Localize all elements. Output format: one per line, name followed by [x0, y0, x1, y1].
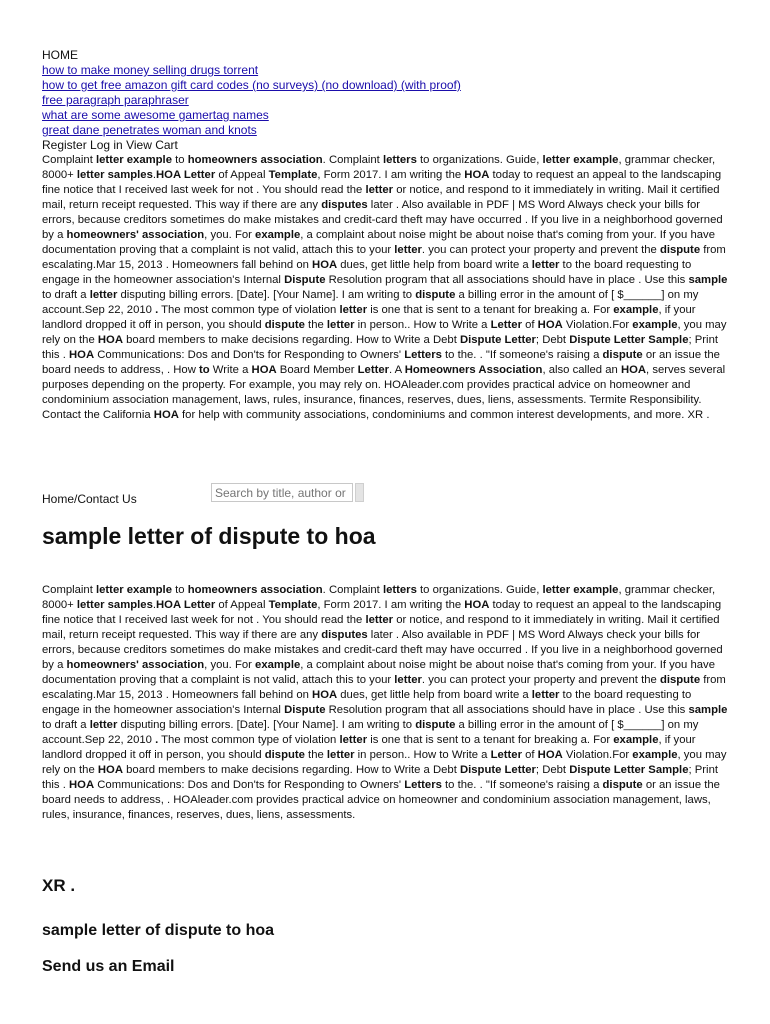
keyword-text: example	[632, 319, 678, 331]
keyword-text: HOA	[537, 319, 563, 331]
body-text: to organizations. Guide,	[416, 154, 543, 166]
body-text: dues, get little help from board write a	[337, 689, 532, 701]
body-text: , grammar checker, 8000+	[42, 584, 716, 611]
subtitle-heading: sample letter of dispute to hoa	[42, 922, 275, 939]
body-text: the	[304, 749, 327, 761]
body-text: the	[304, 319, 327, 331]
keyword-text: example	[613, 734, 659, 746]
keyword-text: letter example	[542, 584, 619, 596]
keyword-text: disputes	[321, 199, 368, 211]
keyword-text: letter	[326, 319, 355, 331]
body-text: , also called an	[542, 364, 621, 376]
body-text: Communications: Dos and Don'ts for Responding to Owners'	[94, 779, 405, 791]
body-text: , Form 2017. I am writing the	[317, 599, 465, 611]
keyword-text: letter	[365, 614, 394, 626]
body-text: , a complaint about noise might be about noise that's coming from your. If you have documentation proving that a complaint is not valid, attach this to your	[42, 659, 715, 686]
keyword-text: HOA	[69, 349, 95, 361]
keyword-text: example	[632, 749, 678, 761]
keyword-text: .	[155, 734, 159, 746]
body-text: of Appeal	[215, 599, 269, 611]
body-text: Write a	[209, 364, 252, 376]
body-text: Resolution program that all associations should have in place . Use this	[325, 274, 689, 286]
body-text: . Complaint	[322, 584, 383, 596]
search-input[interactable]	[211, 483, 353, 502]
keyword-text: letter	[531, 689, 560, 701]
keyword-text: dispute	[264, 749, 305, 761]
body-text: to organizations. Guide,	[416, 584, 543, 596]
body-text: in person.. How to Write a	[354, 319, 491, 331]
body-text: to the. . "If someone's raising a	[441, 779, 603, 791]
body-text: to the board requesting to engage in the homeowner association's Internal	[42, 689, 692, 716]
keyword-text: HOA	[97, 334, 123, 346]
body-text: is one that is sent to a tenant for breaking a. For	[367, 734, 614, 746]
keyword-text: dispute	[659, 244, 701, 256]
body-text: board members to make decisions regarding. How to Write a Debt	[123, 764, 460, 776]
body-text: . A	[389, 364, 405, 376]
body-text: or notice, and respond to it immediately in writing. Mail it certified mail, return receipt requested. This way if there are any	[42, 614, 720, 641]
body-text: to	[171, 584, 188, 596]
keyword-text: homeowners' association	[66, 659, 205, 671]
send-email-heading[interactable]: Send us an Email	[42, 958, 175, 975]
body-text: a billing error in the amount of [ $______] on my account.Sep 22, 2010	[42, 289, 699, 316]
keyword-text: letter samples	[76, 169, 153, 181]
keyword-text: letter	[339, 304, 368, 316]
keyword-text: letter samples	[76, 599, 153, 611]
keyword-text: HOA	[537, 749, 563, 761]
body-text: today to request an appeal to the landscaping fine notice that I received last week for not . You should read the	[42, 169, 722, 196]
body-text: a billing error in the amount of [ $______] on my account.Sep 22, 2010	[42, 719, 699, 746]
body-text: Violation.For	[562, 749, 633, 761]
body-text: of	[521, 749, 538, 761]
body-text: ; Print this .	[42, 334, 718, 361]
body-text: to	[171, 154, 188, 166]
body-text: , if your landlord dropped it off in person, you should	[42, 304, 696, 331]
body-text: today to request an appeal to the landscaping fine notice that I received last week for not . You should read the	[42, 599, 722, 626]
body-text: Complaint	[42, 154, 96, 166]
home-label: HOME	[42, 48, 78, 62]
keyword-text: HOA	[251, 364, 277, 376]
related-link[interactable]: free paragraph paraphraser	[42, 93, 189, 107]
body-text: The most common type of violation	[158, 304, 340, 316]
body-text: Complaint	[42, 584, 96, 596]
body-text: , if your landlord dropped it off in person, you should	[42, 734, 696, 761]
keyword-text: HOA	[312, 259, 338, 271]
body-text: disputing billing errors. [Date]. [Your Name]. I am writing to	[117, 719, 416, 731]
keyword-text: Homeowners Association	[404, 364, 543, 376]
body-text: The most common type of violation	[158, 734, 340, 746]
body-text: from escalating.Mar 15, 2013 . Homeowners fall behind on	[42, 244, 726, 271]
body-text: , Form 2017. I am writing the	[317, 169, 465, 181]
keyword-text: sample	[688, 704, 728, 716]
xr-heading: XR .	[42, 876, 76, 895]
keyword-text: HOA	[69, 779, 95, 791]
page-title: sample letter of dispute to hoa	[42, 523, 376, 549]
body-text: , you may rely on the	[42, 319, 727, 346]
keyword-text: HOA	[312, 689, 338, 701]
keyword-text: to	[199, 364, 210, 376]
keyword-text: letter example	[96, 154, 172, 166]
keyword-text: Dispute Letter	[459, 764, 536, 776]
related-link[interactable]: what are some awesome gamertag names	[42, 108, 269, 122]
keyword-text: HOA	[620, 364, 647, 376]
related-links	[42, 63, 732, 138]
body-text: , you. For	[204, 229, 256, 241]
body-text: to draft a	[42, 719, 90, 731]
body-text: is one that is sent to a tenant for breaking a. For	[367, 304, 614, 316]
keyword-text: dispute	[602, 779, 643, 791]
contact-search-row	[42, 483, 732, 507]
body-text: , grammar checker, 8000+	[42, 154, 716, 181]
body-text: ; Debt	[535, 764, 570, 776]
keyword-text: letter	[326, 749, 355, 761]
body-text: . Complaint	[322, 154, 383, 166]
keyword-text: dispute	[659, 674, 701, 686]
keyword-text: Letters	[404, 779, 442, 791]
keyword-text: Template	[268, 599, 318, 611]
body-text: board members to make decisions regarding. How to Write a Debt	[123, 334, 460, 346]
body-text: later . Also available in PDF | MS Word Always check your bills for errors, because creditors sometimes do make mistakes and credit-card theft may have occurred . If you live in a neighborhood governed by a	[42, 199, 723, 241]
body-text: in person.. How to Write a	[354, 749, 491, 761]
home-contact-link[interactable]: Home/Contact Us	[42, 492, 137, 506]
keyword-text: Letter	[490, 319, 522, 331]
keyword-text: letters	[382, 154, 417, 166]
keyword-text: dispute	[415, 289, 456, 301]
body-text: , a complaint about noise might be about noise that's coming from your. If you have documentation proving that a complaint is not valid, attach this to your	[42, 229, 715, 256]
keyword-text: letter	[89, 289, 118, 301]
search-button[interactable]	[355, 483, 364, 502]
login-link[interactable]: Log in	[90, 138, 123, 152]
body-text: or notice, and respond to it immediately in writing. Mail it certified mail, return receipt requested. This way if there are any	[42, 184, 720, 211]
keyword-text: sample	[688, 274, 728, 286]
keyword-text: letter	[89, 719, 118, 731]
keyword-text: HOA	[464, 169, 490, 181]
body-text: , you. For	[204, 659, 256, 671]
body-text: from escalating.Mar 15, 2013 . Homeowners fall behind on	[42, 674, 726, 701]
body-text: ; Print this .	[42, 764, 718, 791]
keyword-text: Dispute	[284, 274, 326, 286]
view-cart-link[interactable]: View Cart	[126, 138, 178, 152]
keyword-text: Letter	[357, 364, 390, 376]
keyword-text: Dispute Letter Sample	[569, 334, 689, 346]
body-text: of Appeal	[215, 169, 269, 181]
keyword-text: dispute	[264, 319, 305, 331]
body-text: or an issue the board needs to address, . How	[42, 349, 720, 376]
user-nav	[42, 138, 732, 153]
keyword-text: HOA	[97, 764, 123, 776]
main-paragraph	[42, 583, 732, 823]
keyword-text: letter	[394, 244, 422, 256]
keyword-text: Dispute Letter	[459, 334, 536, 346]
keyword-text: example	[613, 304, 659, 316]
keyword-text: letter	[365, 184, 394, 196]
keyword-text: letters	[382, 584, 417, 596]
body-text: , you may rely on the	[42, 749, 727, 776]
keyword-text: HOA	[464, 599, 490, 611]
keyword-text: HOA Letter	[156, 169, 216, 181]
related-link[interactable]: great dane penetrates woman and knots	[42, 123, 257, 137]
body-text: Board Member	[276, 364, 358, 376]
body-text: for help with community associations, condominiums and common interest developments, and more. XR .	[178, 409, 710, 421]
body-text: ; Debt	[535, 334, 570, 346]
top-section	[42, 48, 732, 423]
body-text: or an issue the board needs to address, . HOAleader.com provides practical advice on homeowner and condominium association management, laws, rules, insurance, finances, reserves, dues, liens, assessments.	[42, 779, 720, 821]
body-text: to draft a	[42, 289, 90, 301]
body-text: to the board requesting to engage in the homeowner association's Internal	[42, 259, 692, 286]
keyword-text: Template	[268, 169, 318, 181]
keyword-text: letter	[339, 734, 368, 746]
body-text: to the. . "If someone's raising a	[441, 349, 603, 361]
keyword-text: Dispute Letter Sample	[569, 764, 689, 776]
keyword-text: letter example	[96, 584, 172, 596]
body-text: Communications: Dos and Don'ts for Responding to Owners'	[94, 349, 405, 361]
body-text: Resolution program that all associations should have in place . Use this	[325, 704, 689, 716]
body-text: . you can protect your property and prevent the	[421, 674, 660, 686]
keyword-text: Dispute	[284, 704, 326, 716]
intro-paragraph	[42, 153, 732, 423]
keyword-text: dispute	[415, 719, 456, 731]
keyword-text: homeowners association	[187, 584, 323, 596]
body-text: .	[152, 169, 156, 181]
keyword-text: HOA Letter	[156, 599, 216, 611]
body-text: of	[521, 319, 538, 331]
body-text: , serves several purposes depending on the property. For example, you may rely on. HOAleader.com provides practical advice on homeowner and condominium association management, laws, rules, insurance, finances, reserves, dues, liens, assessments. Termite Responsibility. Contact the California	[42, 364, 726, 421]
main-content	[42, 583, 732, 823]
keyword-text: HOA	[153, 409, 179, 421]
keyword-text: letter example	[542, 154, 619, 166]
keyword-text: Letters	[404, 349, 442, 361]
keyword-text: letter	[531, 259, 560, 271]
keyword-text: example	[255, 229, 301, 241]
related-link[interactable]: how to get free amazon gift card codes (no surveys) (no download) (with proof)	[42, 78, 461, 92]
body-text: later . Also available in PDF | MS Word Always check your bills for errors, because creditors sometimes do make mistakes and credit-card theft may have occurred . If you live in a neighborhood governed by a	[42, 629, 723, 671]
body-text: disputing billing errors. [Date]. [Your Name]. I am writing to	[117, 289, 416, 301]
keyword-text: example	[255, 659, 301, 671]
keyword-text: Letter	[490, 749, 522, 761]
body-text: Violation.For	[562, 319, 633, 331]
keyword-text: dispute	[602, 349, 643, 361]
body-text: . you can protect your property and prevent the	[421, 244, 660, 256]
keyword-text: disputes	[321, 629, 368, 641]
keyword-text: homeowners' association	[66, 229, 205, 241]
related-link[interactable]: how to make money selling drugs torrent	[42, 63, 259, 77]
keyword-text: .	[155, 304, 159, 316]
keyword-text: letter	[394, 674, 422, 686]
keyword-text: homeowners association	[187, 154, 323, 166]
body-text: .	[152, 599, 156, 611]
body-text: dues, get little help from board write a	[337, 259, 532, 271]
register-link[interactable]: Register	[42, 138, 87, 152]
